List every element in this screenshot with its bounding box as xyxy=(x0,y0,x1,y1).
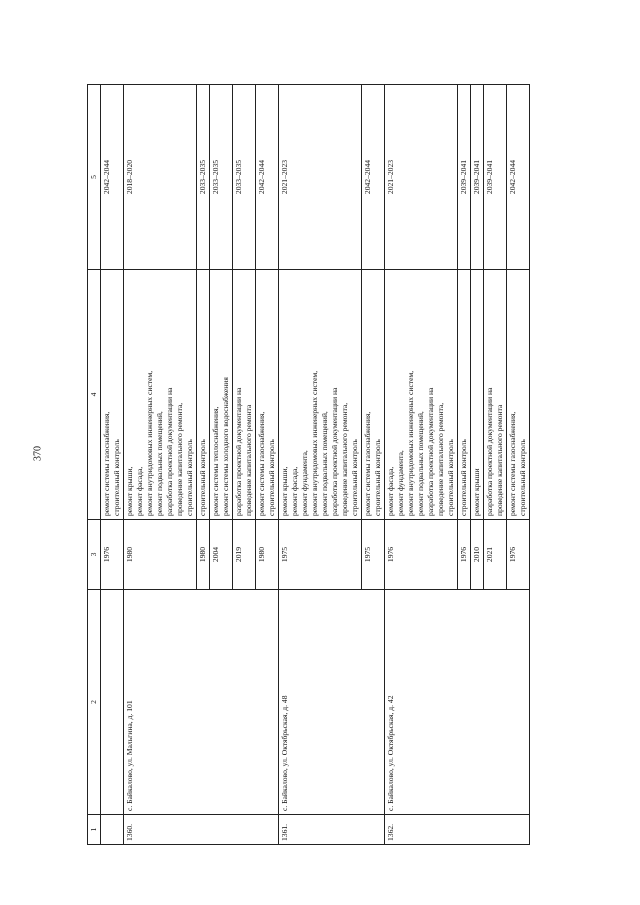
work-item: ремонт подвальных помещений, xyxy=(416,411,425,516)
page-number: 370 xyxy=(32,446,44,461)
work-item: ремонт фундамента, xyxy=(396,450,405,516)
row-number-cell: 1362. xyxy=(385,815,530,845)
work-item: разработка проектной документации на xyxy=(165,387,174,516)
period-cell: 2021–2023 xyxy=(279,85,362,270)
period-cell: 2033–2035 xyxy=(210,85,233,270)
work-item: строительный контроль xyxy=(459,439,468,516)
work-list-cell xyxy=(279,270,362,520)
work-list-cell xyxy=(101,270,124,520)
address-cell: с. Байкалово, ул. Октябрьская, д. 48 xyxy=(279,590,385,815)
year-cell: 2004 xyxy=(210,520,233,590)
row-number-cell: 1361. xyxy=(279,815,385,845)
work-item: разработка проектной документации на xyxy=(426,387,435,516)
period-cell: 2039–2041 xyxy=(471,85,484,270)
work-item: ремонт системы газоснабжения, xyxy=(363,411,372,516)
work-list-cell xyxy=(362,270,385,520)
work-item: ремонт крыши, xyxy=(125,466,134,516)
rotated-table-container xyxy=(87,85,530,845)
address-cell: с. Байкалово, ул. Октябрьская, д. 42 xyxy=(385,590,530,815)
work-item: строительный контроль xyxy=(112,439,121,516)
year-cell: 1976 xyxy=(507,520,530,590)
work-item: разработка проектной документации на xyxy=(330,387,339,516)
work-list-cell xyxy=(233,270,256,520)
work-list-cell xyxy=(197,270,210,520)
period-cell: 2042–2044 xyxy=(256,85,279,270)
period-cell: 2021–2023 xyxy=(385,85,458,270)
work-item: ремонт системы газоснабжения, xyxy=(508,411,517,516)
year-cell: 2019 xyxy=(233,520,256,590)
work-item: ремонт фундамента, xyxy=(300,450,309,516)
work-list-cell xyxy=(385,270,458,520)
work-item: ремонт внутридомовых инженерных систем, xyxy=(406,370,415,516)
header-col-4: 4 xyxy=(88,270,101,520)
work-item: проведение капитального ремонта xyxy=(244,404,253,516)
work-item: ремонт системы холодного водоснабжения xyxy=(221,377,230,516)
year-cell: 2021 xyxy=(484,520,507,590)
period-cell: 2033–2035 xyxy=(197,85,210,270)
work-item: ремонт крыши xyxy=(472,468,481,516)
work-item: разработка проектной документации на xyxy=(485,387,494,516)
period-cell: 2042–2044 xyxy=(507,85,530,270)
work-list-cell xyxy=(484,270,507,520)
work-item: ремонт фасада, xyxy=(386,466,395,516)
year-cell: 1975 xyxy=(362,520,385,590)
header-col-5: 5 xyxy=(88,85,101,270)
work-item: ремонт подвальных помещений, xyxy=(320,411,329,516)
work-item: строительный контроль xyxy=(198,439,207,516)
year-cell: 1980 xyxy=(256,520,279,590)
work-list-cell xyxy=(471,270,484,520)
work-list-cell xyxy=(507,270,530,520)
work-item: строительный контроль xyxy=(518,439,527,516)
work-item: проведение капитального ремонта, xyxy=(175,402,184,516)
work-item: проведение капитального ремонта, xyxy=(340,402,349,516)
row-number-cell: 1360. xyxy=(124,815,279,845)
work-item: ремонт системы газоснабжения, xyxy=(257,411,266,516)
work-list-cell xyxy=(124,270,197,520)
header-col-2: 2 xyxy=(88,590,101,815)
period-cell: 2042–2044 xyxy=(101,85,124,270)
year-cell: 1976 xyxy=(101,520,124,590)
work-item: ремонт системы газоснабжения, xyxy=(102,411,111,516)
period-cell: 2018–2020 xyxy=(124,85,197,270)
work-item: ремонт фасада, xyxy=(290,466,299,516)
table-body xyxy=(101,85,530,845)
work-item: проведение капитального ремонта, xyxy=(436,402,445,516)
header-col-3: 3 xyxy=(88,520,101,590)
work-list-cell xyxy=(210,270,233,520)
work-item: проведение капитального ремонта xyxy=(495,404,504,516)
period-cell: 2039–2041 xyxy=(484,85,507,270)
work-item: ремонт внутридомовых инженерных систем, xyxy=(310,370,319,516)
work-item: ремонт фасада, xyxy=(135,466,144,516)
work-item: строительный контроль xyxy=(446,439,455,516)
work-item: ремонт крыши, xyxy=(280,466,289,516)
work-list-cell xyxy=(256,270,279,520)
year-cell: 1976 xyxy=(458,520,471,590)
address-cell: с. Байкалово, ул. Мальгина, д. 101 xyxy=(124,590,279,815)
year-cell: 1980 xyxy=(197,520,210,590)
table-row xyxy=(101,85,124,845)
period-cell: 2042–2044 xyxy=(362,85,385,270)
year-cell: 2010 xyxy=(471,520,484,590)
year-cell: 1980 xyxy=(124,520,197,590)
address-cell xyxy=(101,590,124,815)
year-cell: 1976 xyxy=(385,520,458,590)
work-item: ремонт системы теплоснабжения, xyxy=(211,406,220,516)
work-item: строительный контроль xyxy=(350,439,359,516)
work-item: ремонт подвальных помещений, xyxy=(155,411,164,516)
work-item: строительный контроль xyxy=(373,439,382,516)
table-row xyxy=(279,85,362,845)
year-cell: 1975 xyxy=(279,520,362,590)
repair-schedule-table xyxy=(87,84,530,845)
work-list-cell xyxy=(458,270,471,520)
work-item: разработка проектной документации на xyxy=(234,387,243,516)
table-row xyxy=(385,85,458,845)
period-cell: 2039–2041 xyxy=(458,85,471,270)
work-item: ремонт внутридомовых инженерных систем, xyxy=(145,370,154,516)
table-header-row xyxy=(88,85,101,845)
work-item: строительный контроль xyxy=(185,439,194,516)
work-item: строительный контроль xyxy=(267,439,276,516)
table-row xyxy=(124,85,197,845)
period-cell: 2033–2035 xyxy=(233,85,256,270)
row-number-cell xyxy=(101,815,124,845)
header-col-1: 1 xyxy=(88,815,101,845)
